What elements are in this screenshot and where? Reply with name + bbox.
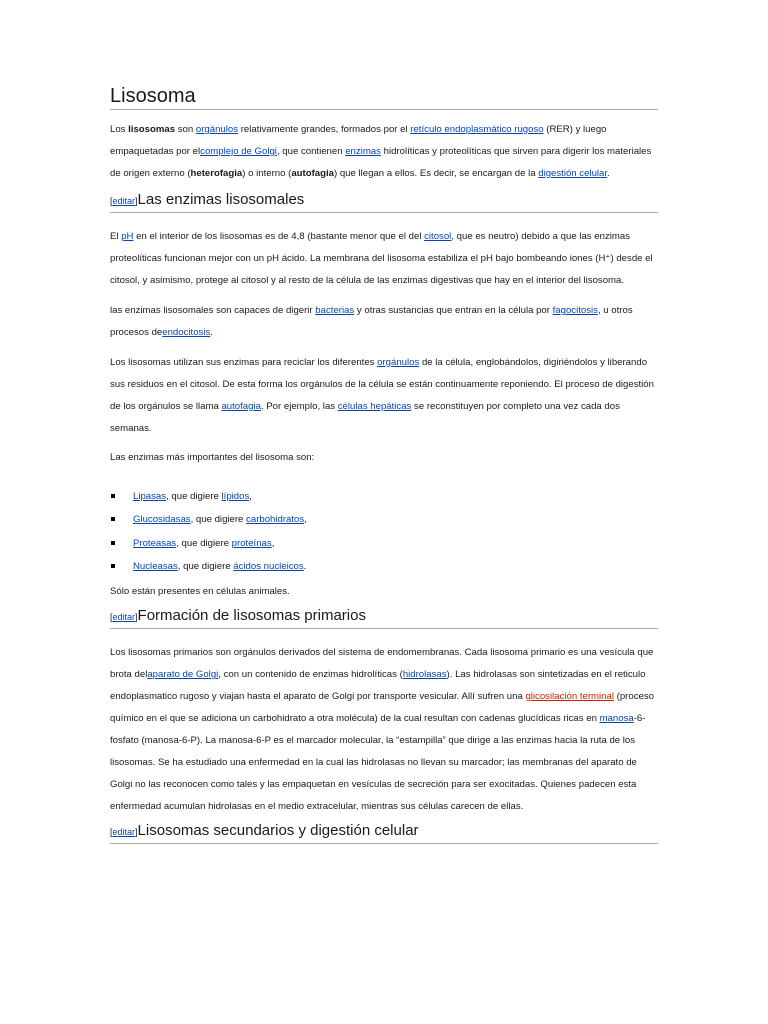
link-aparato-golgi[interactable]: aparato de Golgi: [147, 669, 219, 681]
text: .: [607, 168, 610, 179]
text: -6-fosfato (manosa-6-P). La manosa-6-P es el marcador molecular, la “estampilla” que dirige a las enzimas hacia la ruta de los lisosomas. Se ha estudiado una enfermedad en la cual las hidrolasas no llevan su marcador; las membranas del aparato de Golgi no las reconocen como tales y las empaquetan en vesículas de secreción para ser exocitadas. Quienes padecen esta enfermedad acumulan hidrolasas en el medio extracelular, mientras sus células carecen de ellas.: [110, 713, 646, 813]
text: de la célula, englobándolos, digiriéndolos y liberando sus residuos en el citosol. De esta forma los orgánulos de la célula se están continuamente reponiendo. El proceso de digestión de los orgánulos se llama: [110, 357, 654, 412]
text: (proceso químico en el que se adiciona un carbohidrato a otra molécula) de la cual resultan con cadenas glucídicas ricas en: [110, 691, 654, 725]
edit-link[interactable]: editar: [112, 612, 136, 623]
text: , con un contenido de enzimas hidrolíticas (: [218, 669, 403, 681]
section-heading-formacion: [110, 606, 658, 629]
text: .: [210, 327, 213, 338]
paragraph: [110, 300, 658, 344]
page-title: Lisosoma: [110, 84, 658, 110]
text: las enzimas lisosomales son capaces de digerir: [110, 305, 316, 316]
link-hidrolasas[interactable]: hidrolasas: [402, 669, 447, 681]
text: ,: [271, 537, 275, 549]
enzyme-list: [110, 485, 658, 578]
text: se reconstituyen por completo una vez cada dos semanas.: [110, 401, 620, 434]
list-item: [110, 555, 658, 578]
text: relativamente grandes, formados por el: [238, 124, 411, 135]
paragraph: Las enzimas más importantes del lisosoma son:: [110, 452, 315, 463]
link-target[interactable]: carbohidratos: [246, 514, 305, 526]
text: , que digiere: [176, 537, 232, 549]
link-organulos[interactable]: orgánulos: [377, 357, 420, 368]
text: ) o interno (: [242, 168, 292, 179]
paragraph: [110, 226, 658, 292]
link-target[interactable]: ácidos nucleicos: [233, 560, 304, 572]
edit-link-wrapper: [editar]: [110, 612, 138, 623]
text: .: [303, 560, 307, 572]
bullet-icon: [111, 564, 115, 568]
link-target[interactable]: lípidos: [221, 491, 250, 502]
link-enzyme[interactable]: Glucosidasas: [133, 514, 191, 526]
link-celulas-hepaticas[interactable]: células hepáticas: [337, 401, 412, 412]
link-enzyme[interactable]: Lipasas: [133, 491, 167, 502]
edit-link-wrapper: [editar]: [110, 196, 138, 206]
text: Los: [110, 124, 129, 135]
paragraph: [110, 352, 658, 440]
link-enzyme[interactable]: Nucleasas: [133, 560, 178, 572]
text: ,: [249, 491, 252, 502]
text: , que digiere: [177, 560, 234, 572]
section-heading-secundarios: [110, 821, 658, 844]
link-autofagia[interactable]: autofagia: [221, 401, 261, 412]
bold-term: autofagia: [291, 168, 334, 179]
text: ). Las hidrolasas son sintetizadas en el reticulo endoplasmatico rugoso y viajan hasta el aparato de Golgi por transporte vesicular. Allí sufren una: [110, 669, 646, 703]
text: . Por ejemplo, las: [260, 401, 338, 412]
text: Los lisosomas utilizan sus enzimas para reciclar los diferentes: [110, 357, 378, 368]
edit-link-wrapper: [editar]: [110, 827, 138, 838]
bold-term: heterofagia: [190, 168, 243, 179]
link-fagocitosis[interactable]: fagocitosis: [552, 305, 598, 316]
bullet-icon: [111, 517, 115, 521]
text: y otras sustancias que entran en la célula por: [354, 305, 553, 316]
link-enzyme[interactable]: Proteasas: [133, 537, 177, 549]
article: [110, 84, 658, 844]
text: , que digiere: [190, 514, 247, 526]
redlink-glicosilacion[interactable]: glicosilación terminal: [525, 691, 614, 703]
link-enzimas[interactable]: enzimas: [345, 146, 381, 157]
text: en el interior de los lisosomas es de 4,8 (bastante menor que el del: [133, 231, 425, 242]
text: ) que llegan a ellos. Es decir, se encargan de la: [333, 168, 539, 179]
text: son: [175, 124, 196, 135]
bullet-icon: [111, 494, 115, 498]
link-golgi[interactable]: complejo de Golgi: [200, 146, 277, 157]
section-title: Lisosomas secundarios y digestión celular: [137, 822, 419, 840]
link-ph[interactable]: pH: [121, 231, 134, 242]
text: Los lisosomas primarios son orgánulos derivados del sistema de endomembranas. Cada lisosoma primario es una vesícula que brota del: [110, 647, 654, 681]
section-title: Las enzimas lisosomales: [137, 191, 305, 208]
edit-link[interactable]: editar: [112, 196, 136, 206]
list-item: [110, 508, 658, 531]
intro-paragraph: [110, 119, 658, 185]
link-manosa[interactable]: manosa: [599, 713, 634, 725]
bullet-icon: [111, 541, 115, 545]
link-target[interactable]: proteínas: [231, 537, 272, 549]
edit-link[interactable]: editar: [112, 827, 136, 838]
text: , que es neutro) debido a que las enzimas proteolíticas funcionan mejor con un pH ácido. La membrana del lisosoma estabiliza el pH bajo bombeando iones (H⁺) desde el citosol, y asimismo, protege al citosol y al resto de la célula de las enzimas digestivas que hay en el interior del lisosoma.: [110, 231, 653, 286]
section-title: Formación de lisosomas primarios: [137, 607, 366, 625]
link-bacterias[interactable]: bacterias: [315, 305, 355, 316]
text: , u otros procesos de: [110, 305, 633, 338]
paragraph: Sólo están presentes en células animales.: [110, 586, 290, 598]
text: ,: [304, 514, 307, 526]
link-citosol[interactable]: citosol: [424, 231, 452, 242]
link-reticulo[interactable]: retículo endoplasmático rugoso: [410, 124, 544, 135]
link-organulos[interactable]: orgánulos: [195, 124, 239, 135]
text: El: [110, 231, 122, 242]
link-digestion-celular[interactable]: digestión celular: [538, 168, 608, 179]
list-item: [110, 485, 658, 508]
bold-term: lisosomas: [128, 124, 176, 135]
paragraph: [110, 642, 658, 818]
text: (RER) y luego empaquetadas por el: [110, 124, 607, 157]
text: hidrolíticas y proteolíticas que sirven para digerir los materiales de origen externo (: [110, 146, 652, 179]
text: , que contienen: [276, 146, 346, 157]
link-endocitosis[interactable]: endocitosis: [162, 327, 211, 338]
list-item: [110, 532, 658, 555]
text: , que digiere: [166, 491, 222, 502]
section-heading-enzimas: [110, 190, 658, 213]
